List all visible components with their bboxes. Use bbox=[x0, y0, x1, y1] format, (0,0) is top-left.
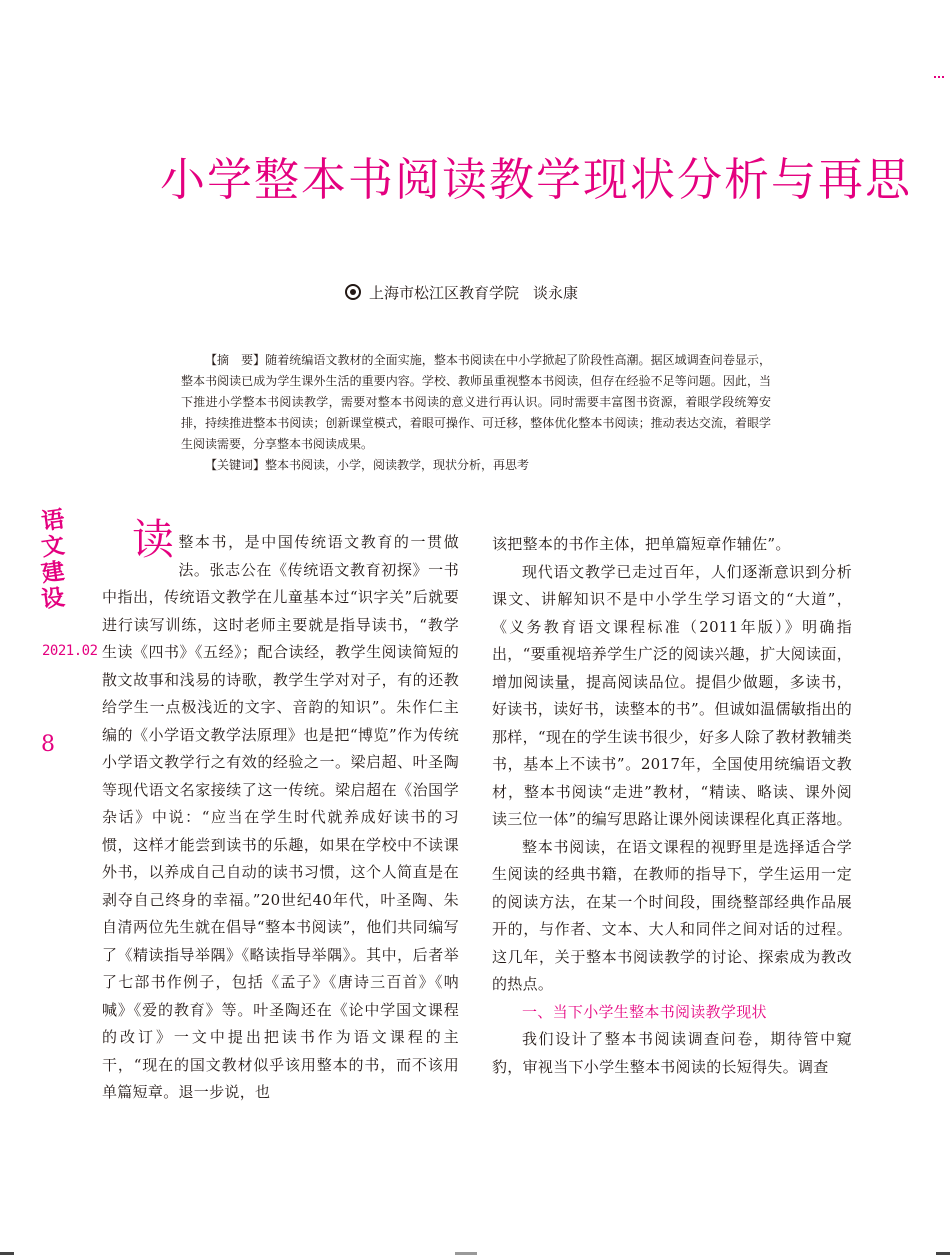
corner-dots-decoration bbox=[934, 76, 944, 80]
author-name: 谈永康 bbox=[533, 284, 579, 302]
journal-logo bbox=[36, 508, 70, 612]
body-column-left bbox=[102, 515, 459, 1107]
paragraph-text: 整本书，是中国传统语文教育的一贯做法。张志公在《传统语文教育初探》一书中指出，传统语文教学在儿童基本过“识字关”后就要进行读写训练，这时老师主要就是指导读书，“教学生读《四书》《五经》；配合读经，教学生阅读简短的散文故事和浅易的诗歌，教学生学对对子，有的还教给学生一点极浅近的文字、音韵的知识”。朱作仁主编的《小学语文教学法原理》也是把“博览”作为传统小学语文教学行之有效的经验之一。梁启超、叶圣陶等现代语文名家接续了这一传统。梁启超在《治国学杂话》中说：“应当在学生时代就养成好读书的习惯，这样才能尝到读书的乐趣，如果在学校中不读课外书，以养成自己自动的读书习惯，这个人简直是在剥夺自己终身的幸福。”20世纪40年代，叶圣陶、朱自清两位先生就在倡导“整本书阅读”，他们共同编写了《精读指导举隅》《略读指导举隅》。其中，后者举了七部书作例子，包括《孟子》《唐诗三百首》《呐喊》《爱的教育》等。叶圣陶还在《论中学国文课程的改订》一文中提出把读书作为语文课程的主干，“现在的国文教材似乎该用整本的书，而不该用单篇短章。退一步说，也 bbox=[102, 533, 459, 1101]
body-paragraph: 该把整本的书作主体，把单篇短章作辅佐”。 bbox=[492, 535, 791, 553]
article-title: 小学整本书阅读教学现状分析与再思 bbox=[160, 153, 913, 206]
body-paragraph bbox=[102, 515, 459, 1107]
bullseye-icon bbox=[345, 284, 361, 300]
body-paragraph: 整本书阅读，在语文课程的视野里是选择适合学生阅读的经典书籍，在教师的指导下，学生运用一定的阅读方法，在某一个时间段，围绕整部经典作品展开的，与作者、文本、大人和同伴之间对话的过程。这几年，关于整本书阅读教学的讨论、探索成为教改的热点。 bbox=[492, 837, 852, 993]
abstract-label: 【摘 要】 bbox=[205, 353, 266, 367]
logo-char: 文 bbox=[39, 532, 67, 562]
issue-number: 2021.02 bbox=[42, 643, 98, 659]
author-institution: 上海市松江区教育学院 bbox=[369, 284, 520, 302]
logo-char: 语 bbox=[39, 506, 67, 536]
crop-marks bbox=[0, 1252, 950, 1259]
drop-cap: 读 bbox=[132, 515, 175, 564]
logo-char: 建 bbox=[39, 558, 67, 588]
keywords-text: 整本书阅读，小学，阅读教学，现状分析，再思考 bbox=[265, 458, 530, 472]
abstract-paragraph bbox=[181, 350, 771, 455]
author-line bbox=[345, 283, 578, 303]
abstract-block bbox=[181, 350, 771, 476]
body-paragraph: 现代语文教学已走过百年，人们逐渐意识到分析课文、讲解知识不是中小学生学习语文的“大道”，《义务教育语文课程标准（2011年版）》明确指出，“要重视培养学生广泛的阅读兴趣，扩大阅读面，增加阅读量，提高阅读品位。提倡少做题，多读书，好读书，读好书，读整本的书”。但诚如温儒敏指出的那样，“现在的学生读书很少，好多人除了教材教辅类书，基本上不读书”。2017年，全国使用统编语文教材，整本书阅读“走进”教材，“精读、略读、课外阅读三位一体”的编写思路让课外阅读课程化真正落地。 bbox=[492, 562, 852, 828]
body-column-right bbox=[492, 531, 852, 1081]
page-number: 8 bbox=[41, 732, 55, 757]
keywords-label: 【关键词】 bbox=[205, 458, 266, 472]
logo-char: 设 bbox=[39, 584, 67, 614]
section-heading: 一、当下小学生整本书阅读教学现状 bbox=[522, 1002, 767, 1021]
abstract-text: 随着统编语文教材的全面实施，整本书阅读在中小学掀起了阶段性高潮。据区域调查问卷显示，整本书阅读已成为学生课外生活的重要内容。学校、教师虽重视整本书阅读，但存在经验不足等问题。因此，当下推进小学整本书阅读教学，需要对整本书阅读的意义进行再认识。同时需要丰富图书资源，着眼学段统筹安排，持续推进整本书阅读；创新课堂模式，着眼可操作、可迁移，整体优化整本书阅读；推动表达交流，着眼学生阅读需要，分享整本书阅读成果。 bbox=[181, 353, 771, 451]
body-paragraph: 我们设计了整本书阅读调查问卷，期待管中窥豹，审视当下小学生整本书阅读的长短得失。调查 bbox=[492, 1030, 852, 1076]
keywords-paragraph bbox=[181, 455, 771, 476]
